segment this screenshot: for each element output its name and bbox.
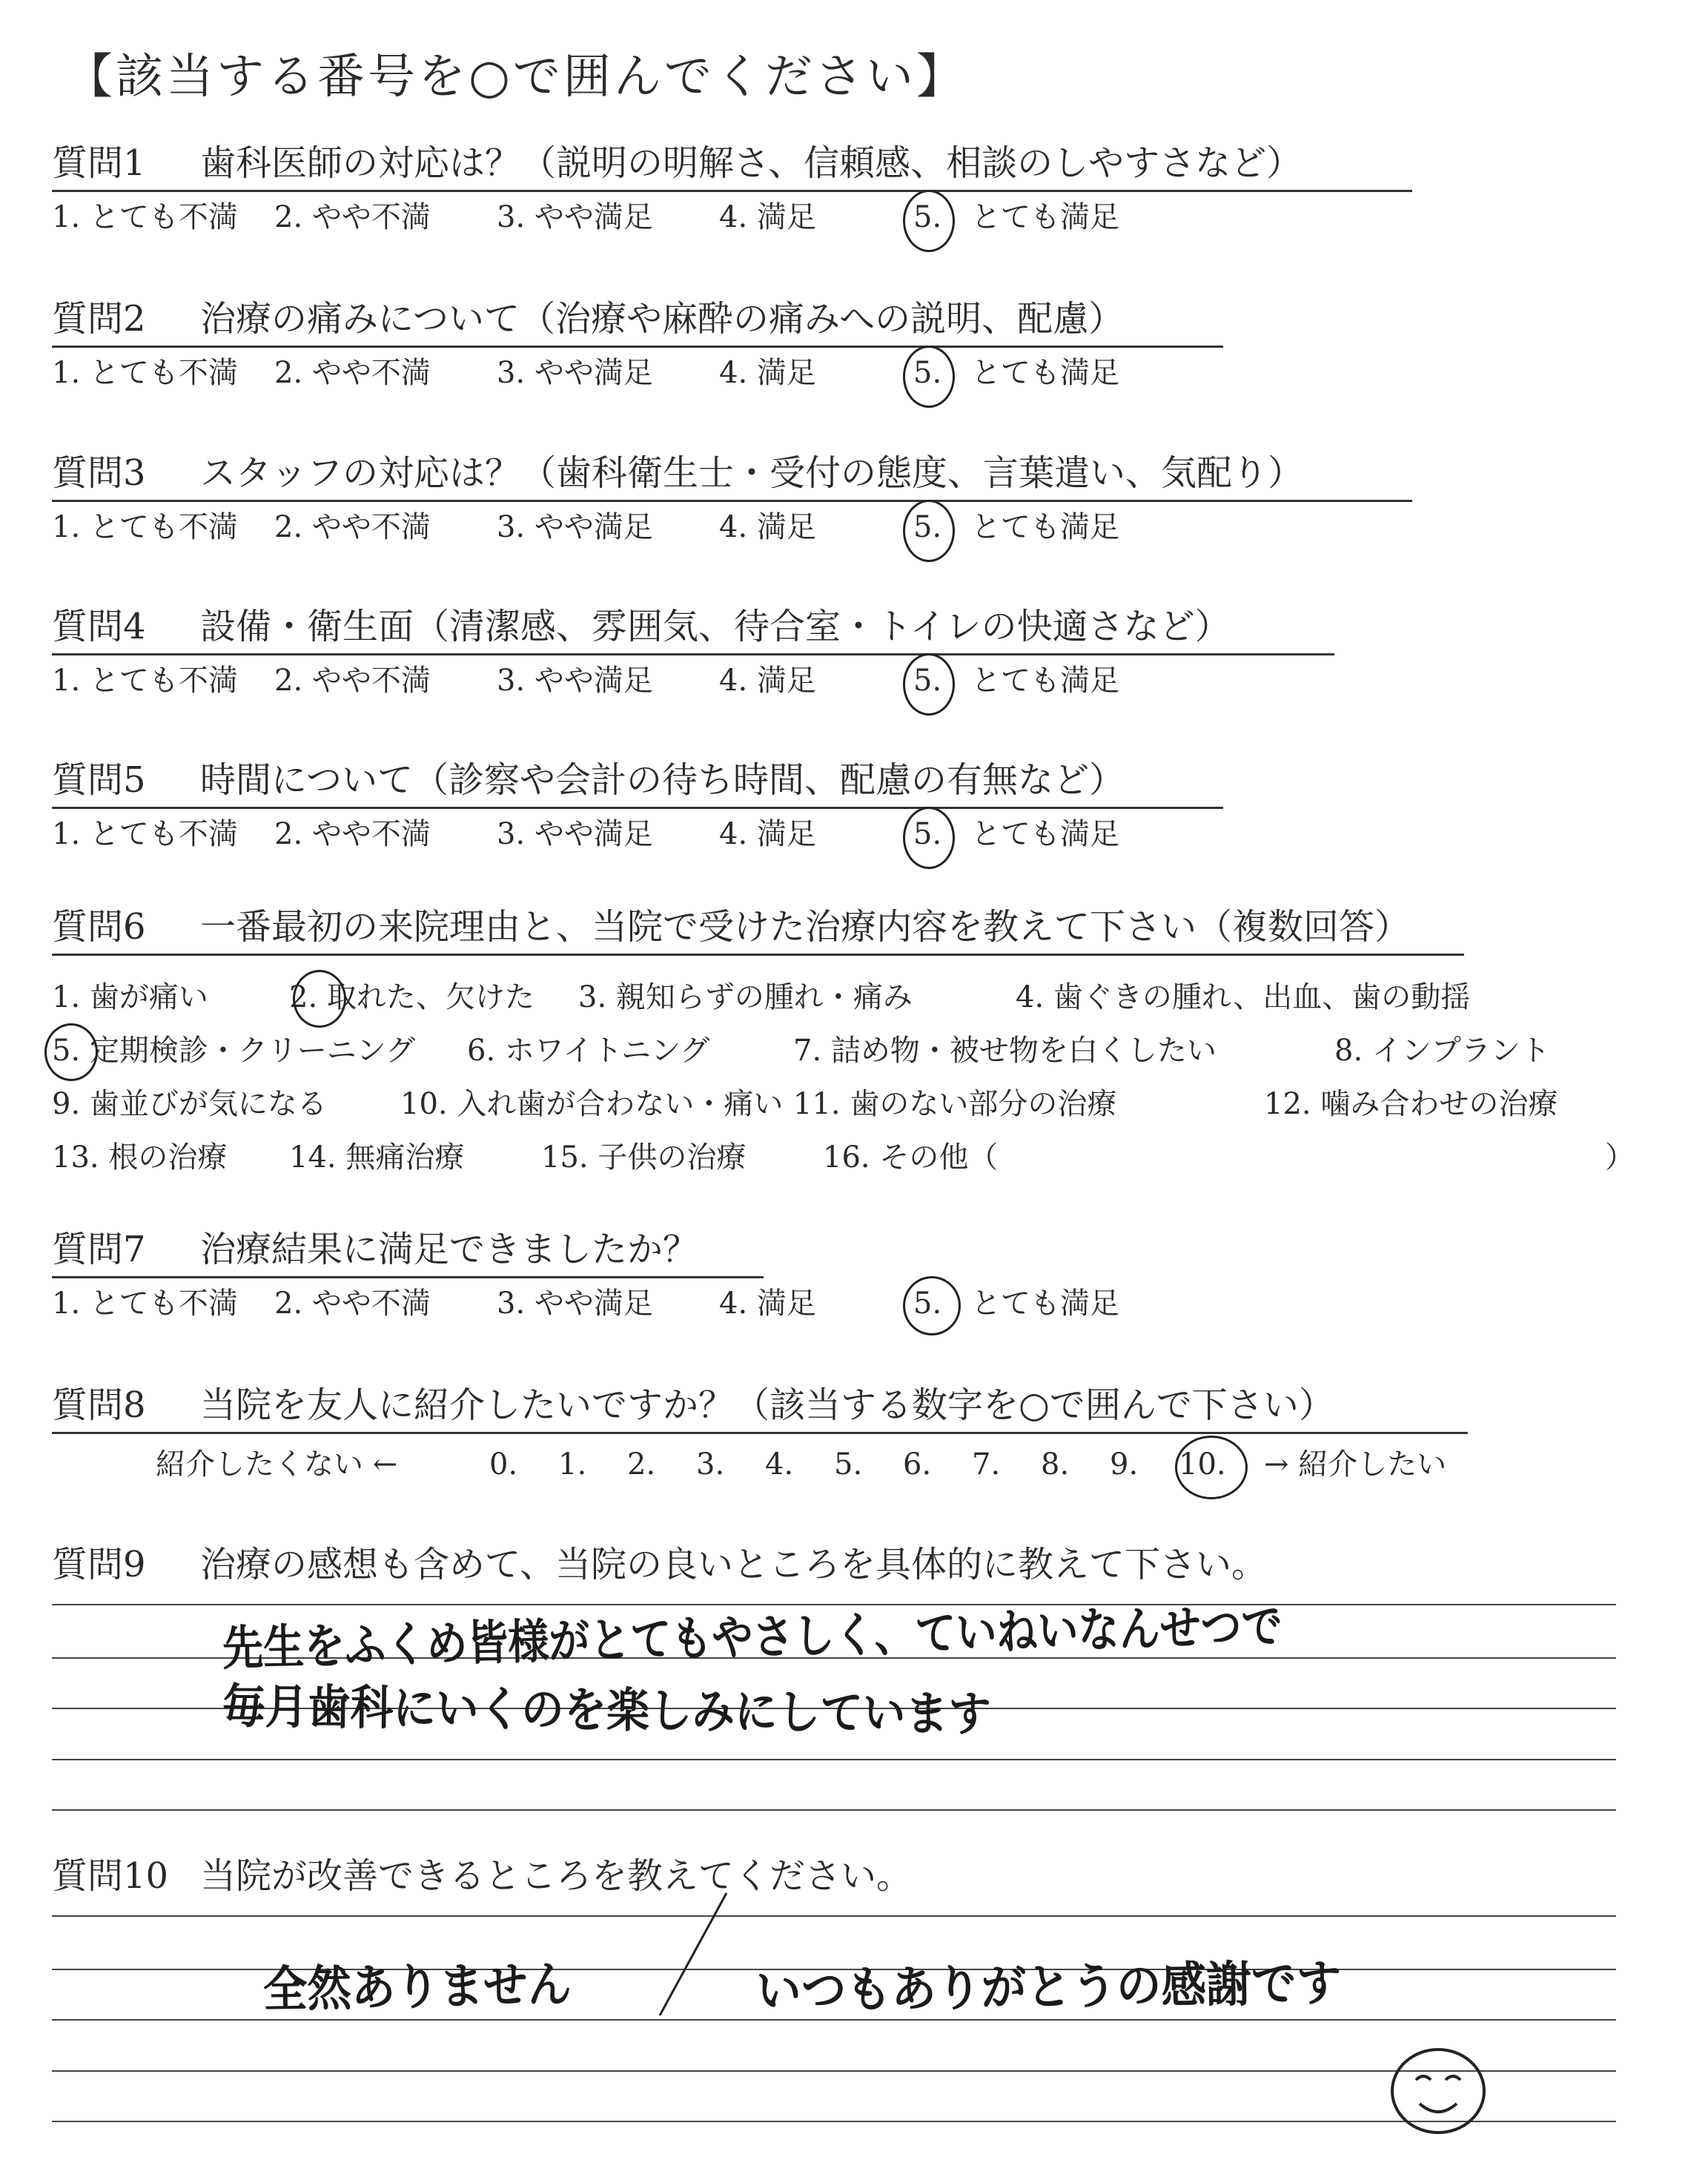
answer-option[interactable]: 1. とても不満 — [52, 200, 238, 234]
nps-number[interactable]: 6. — [903, 1447, 932, 1482]
q6-option[interactable]: 1. 歯が痛い — [52, 980, 208, 1014]
q6-option[interactable]: 14. 無痛治療 — [289, 1140, 465, 1175]
question-10-label: 質問10 — [52, 1855, 169, 1897]
answer-option[interactable]: 4. 満足 — [719, 356, 816, 390]
answer-option[interactable]: 2. やや不満 — [274, 664, 431, 698]
answer-option[interactable]: 3. やや満足 — [497, 200, 653, 234]
answer-option[interactable]: 5. — [913, 510, 942, 544]
question-text: 歯科医師の対応は？（説明の明解さ、信頼感、相談のしやすさなど） — [200, 142, 1302, 184]
q6-option[interactable]: ） — [1605, 1140, 1635, 1175]
answer-option[interactable]: 2. やや不満 — [274, 510, 431, 544]
question-8-scale — [0, 1446, 1708, 1490]
answer-option[interactable]: 4. 満足 — [719, 664, 816, 698]
question-text: 設備・衛生面（清潔感、雰囲気、待合室・トイレの快適さなど） — [200, 606, 1231, 647]
answer-options — [52, 816, 1683, 860]
nps-number[interactable]: 5. — [834, 1447, 863, 1482]
q6-option[interactable]: 10. 入れ歯が合わない・痛い — [400, 1087, 784, 1121]
handwritten-answer-line: 先生をふくめ皆様がとてもやさしく、ていねいなんせつで — [222, 1599, 1283, 1677]
answer-option[interactable]: 5. — [913, 817, 942, 851]
q6-option[interactable]: 6. ホワイトニング — [467, 1034, 710, 1068]
handwritten-answer-line: 全然ありません — [262, 1955, 572, 2018]
nps-number[interactable]: 1. — [558, 1447, 587, 1482]
question-text: 治療の痛みについて（治療や麻酔の痛みへの説明、配慮） — [200, 298, 1125, 340]
answer-line — [52, 1759, 1616, 1760]
question-1-header — [52, 141, 1302, 185]
handwritten-answer-line: 毎月歯科にいくのを楽しみにしています — [222, 1680, 992, 1743]
answer-line — [52, 2070, 1616, 2072]
answer-option[interactable]: 3. やや満足 — [497, 510, 653, 544]
question-6-underline — [52, 954, 1464, 956]
question-underline — [52, 653, 1334, 655]
answer-option[interactable]: 1. とても不満 — [52, 510, 238, 544]
answer-option[interactable]: とても満足 — [971, 510, 1119, 544]
question-10-header — [52, 1854, 912, 1898]
q6-option[interactable]: 2. 取れた、欠けた — [289, 980, 534, 1014]
q6-option[interactable]: 4. 歯ぐきの腫れ、出血、歯の動揺 — [1016, 980, 1471, 1014]
nps-number[interactable]: 4. — [765, 1447, 794, 1482]
answer-option[interactable]: 2. やや不満 — [274, 817, 431, 851]
question-7-underline — [52, 1276, 764, 1278]
question-6-label: 質問6 — [52, 906, 146, 948]
answer-option[interactable]: 3. やや満足 — [497, 356, 653, 390]
answer-option[interactable]: 3. やや満足 — [497, 817, 653, 851]
scale-right-label: → 紹介したい — [1264, 1447, 1447, 1482]
answer-option[interactable]: 4. 満足 — [719, 510, 816, 544]
answer-option[interactable]: 5. — [913, 356, 942, 390]
question-8-underline — [52, 1432, 1468, 1434]
q6-option[interactable]: 11. 歯のない部分の治療 — [793, 1087, 1117, 1121]
question-underline — [52, 346, 1223, 348]
q6-option[interactable]: 13. 根の治療 — [52, 1140, 228, 1175]
question-7-text: 治療結果に満足できましたか？ — [200, 1229, 699, 1270]
answer-options — [52, 509, 1683, 553]
question-8-text: 当院を友人に紹介したいですか？（該当する数字を○で囲んで下さい） — [200, 1384, 1334, 1426]
question-label: 質問4 — [52, 606, 146, 647]
question-underline — [52, 807, 1223, 809]
nps-number[interactable]: 3. — [696, 1447, 725, 1482]
answer-option[interactable]: 4. 満足 — [719, 817, 816, 851]
question-underline — [52, 190, 1412, 192]
question-7-header — [52, 1227, 698, 1272]
question-2-header — [52, 297, 1124, 341]
smiley-face-icon — [1386, 2043, 1490, 2139]
q6-option[interactable]: 16. その他（ — [823, 1140, 999, 1175]
q6-option[interactable]: 5. 定期検診・クリーニング — [52, 1034, 416, 1068]
question-6-text: 一番最初の来院理由と、当院で受けた治療内容を教えて下さい（複数回答） — [200, 906, 1411, 948]
answer-options — [52, 354, 1683, 399]
question-text: スタッフの対応は？（歯科衛生士・受付の態度、言葉遣い、気配り） — [200, 452, 1304, 494]
question-3-header — [52, 451, 1303, 495]
answer-line — [52, 2121, 1616, 2122]
nps-number[interactable]: 2. — [627, 1447, 656, 1482]
nps-number[interactable]: 8. — [1041, 1447, 1070, 1482]
answer-option[interactable]: 1. とても不満 — [52, 664, 238, 698]
q6-option[interactable]: 8. インプラント — [1334, 1034, 1550, 1068]
answer-option[interactable]: 1. とても不満 — [52, 1287, 238, 1321]
nps-number[interactable]: 9. — [1110, 1447, 1139, 1482]
answer-option[interactable]: 3. やや満足 — [497, 1287, 653, 1321]
q6-option[interactable]: 3. 親知らずの腫れ・痛み — [578, 980, 913, 1014]
q6-option[interactable]: 7. 詰め物・被せ物を白くしたい — [793, 1034, 1217, 1068]
question-8-label: 質問8 — [52, 1384, 146, 1426]
answer-option[interactable]: 5. — [913, 664, 942, 698]
question-4-header — [52, 604, 1231, 649]
answer-option[interactable]: 5. — [913, 1287, 942, 1321]
q6-option[interactable]: 9. 歯並びが気になる — [52, 1087, 327, 1121]
answer-option[interactable]: 2. やや不満 — [274, 356, 431, 390]
answer-options — [52, 199, 1683, 243]
question-10-text: 当院が改善できるところを教えてください。 — [200, 1855, 913, 1897]
question-label: 質問2 — [52, 298, 146, 340]
answer-option[interactable]: 5. — [913, 200, 942, 234]
question-6-header — [52, 905, 1410, 949]
answer-option[interactable]: とても満足 — [971, 200, 1119, 234]
answer-option[interactable]: 2. やや不満 — [274, 1287, 431, 1321]
answer-option[interactable]: とても満足 — [971, 1287, 1119, 1321]
answer-option[interactable]: とても満足 — [971, 817, 1119, 851]
pen-stroke — [652, 1889, 734, 2023]
handwritten-answer-line: いつもありがとうの感謝です — [755, 1954, 1342, 2020]
answer-option[interactable]: 3. やや満足 — [497, 664, 653, 698]
question-text: 時間について（診察や会計の待ち時間、配慮の有無など） — [200, 759, 1125, 801]
question-underline — [52, 500, 1412, 502]
answer-option[interactable]: 4. 満足 — [719, 200, 816, 234]
scale-left-label: 紹介したくない ← — [156, 1447, 398, 1482]
question-label: 質問3 — [52, 452, 146, 494]
nps-number[interactable]: 7. — [972, 1447, 1001, 1482]
answer-line — [52, 1809, 1616, 1811]
q6-option[interactable]: 15. 子供の治療 — [541, 1140, 747, 1175]
instruction-heading: 【該当する番号を○で囲んでください】 — [65, 50, 967, 105]
answer-option[interactable]: とても満足 — [971, 356, 1119, 390]
q6-option[interactable]: 12. 噛み合わせの治療 — [1264, 1087, 1558, 1121]
answer-option[interactable]: 1. とても不満 — [52, 817, 238, 851]
answer-option[interactable]: 2. やや不満 — [274, 200, 431, 234]
question-label: 質問1 — [52, 142, 146, 184]
answer-line — [52, 1915, 1616, 1917]
nps-number[interactable]: 0. — [489, 1447, 518, 1482]
answer-option[interactable]: 4. 満足 — [719, 1287, 816, 1321]
nps-number[interactable]: 10. — [1179, 1447, 1226, 1482]
question-7-label: 質問7 — [52, 1229, 146, 1270]
question-9-text: 治療の感想も含めて、当院の良いところを具体的に教えて下さい。 — [200, 1544, 1268, 1585]
question-9-header — [52, 1542, 1267, 1587]
answer-options — [52, 662, 1683, 707]
question-8-header — [52, 1383, 1334, 1427]
question-5-header — [52, 758, 1125, 802]
question-9-label: 質問9 — [52, 1544, 146, 1585]
answer-option[interactable]: 1. とても不満 — [52, 356, 238, 390]
answer-option[interactable]: とても満足 — [971, 664, 1119, 698]
answer-options — [52, 1285, 1683, 1330]
question-label: 質問5 — [52, 759, 146, 801]
